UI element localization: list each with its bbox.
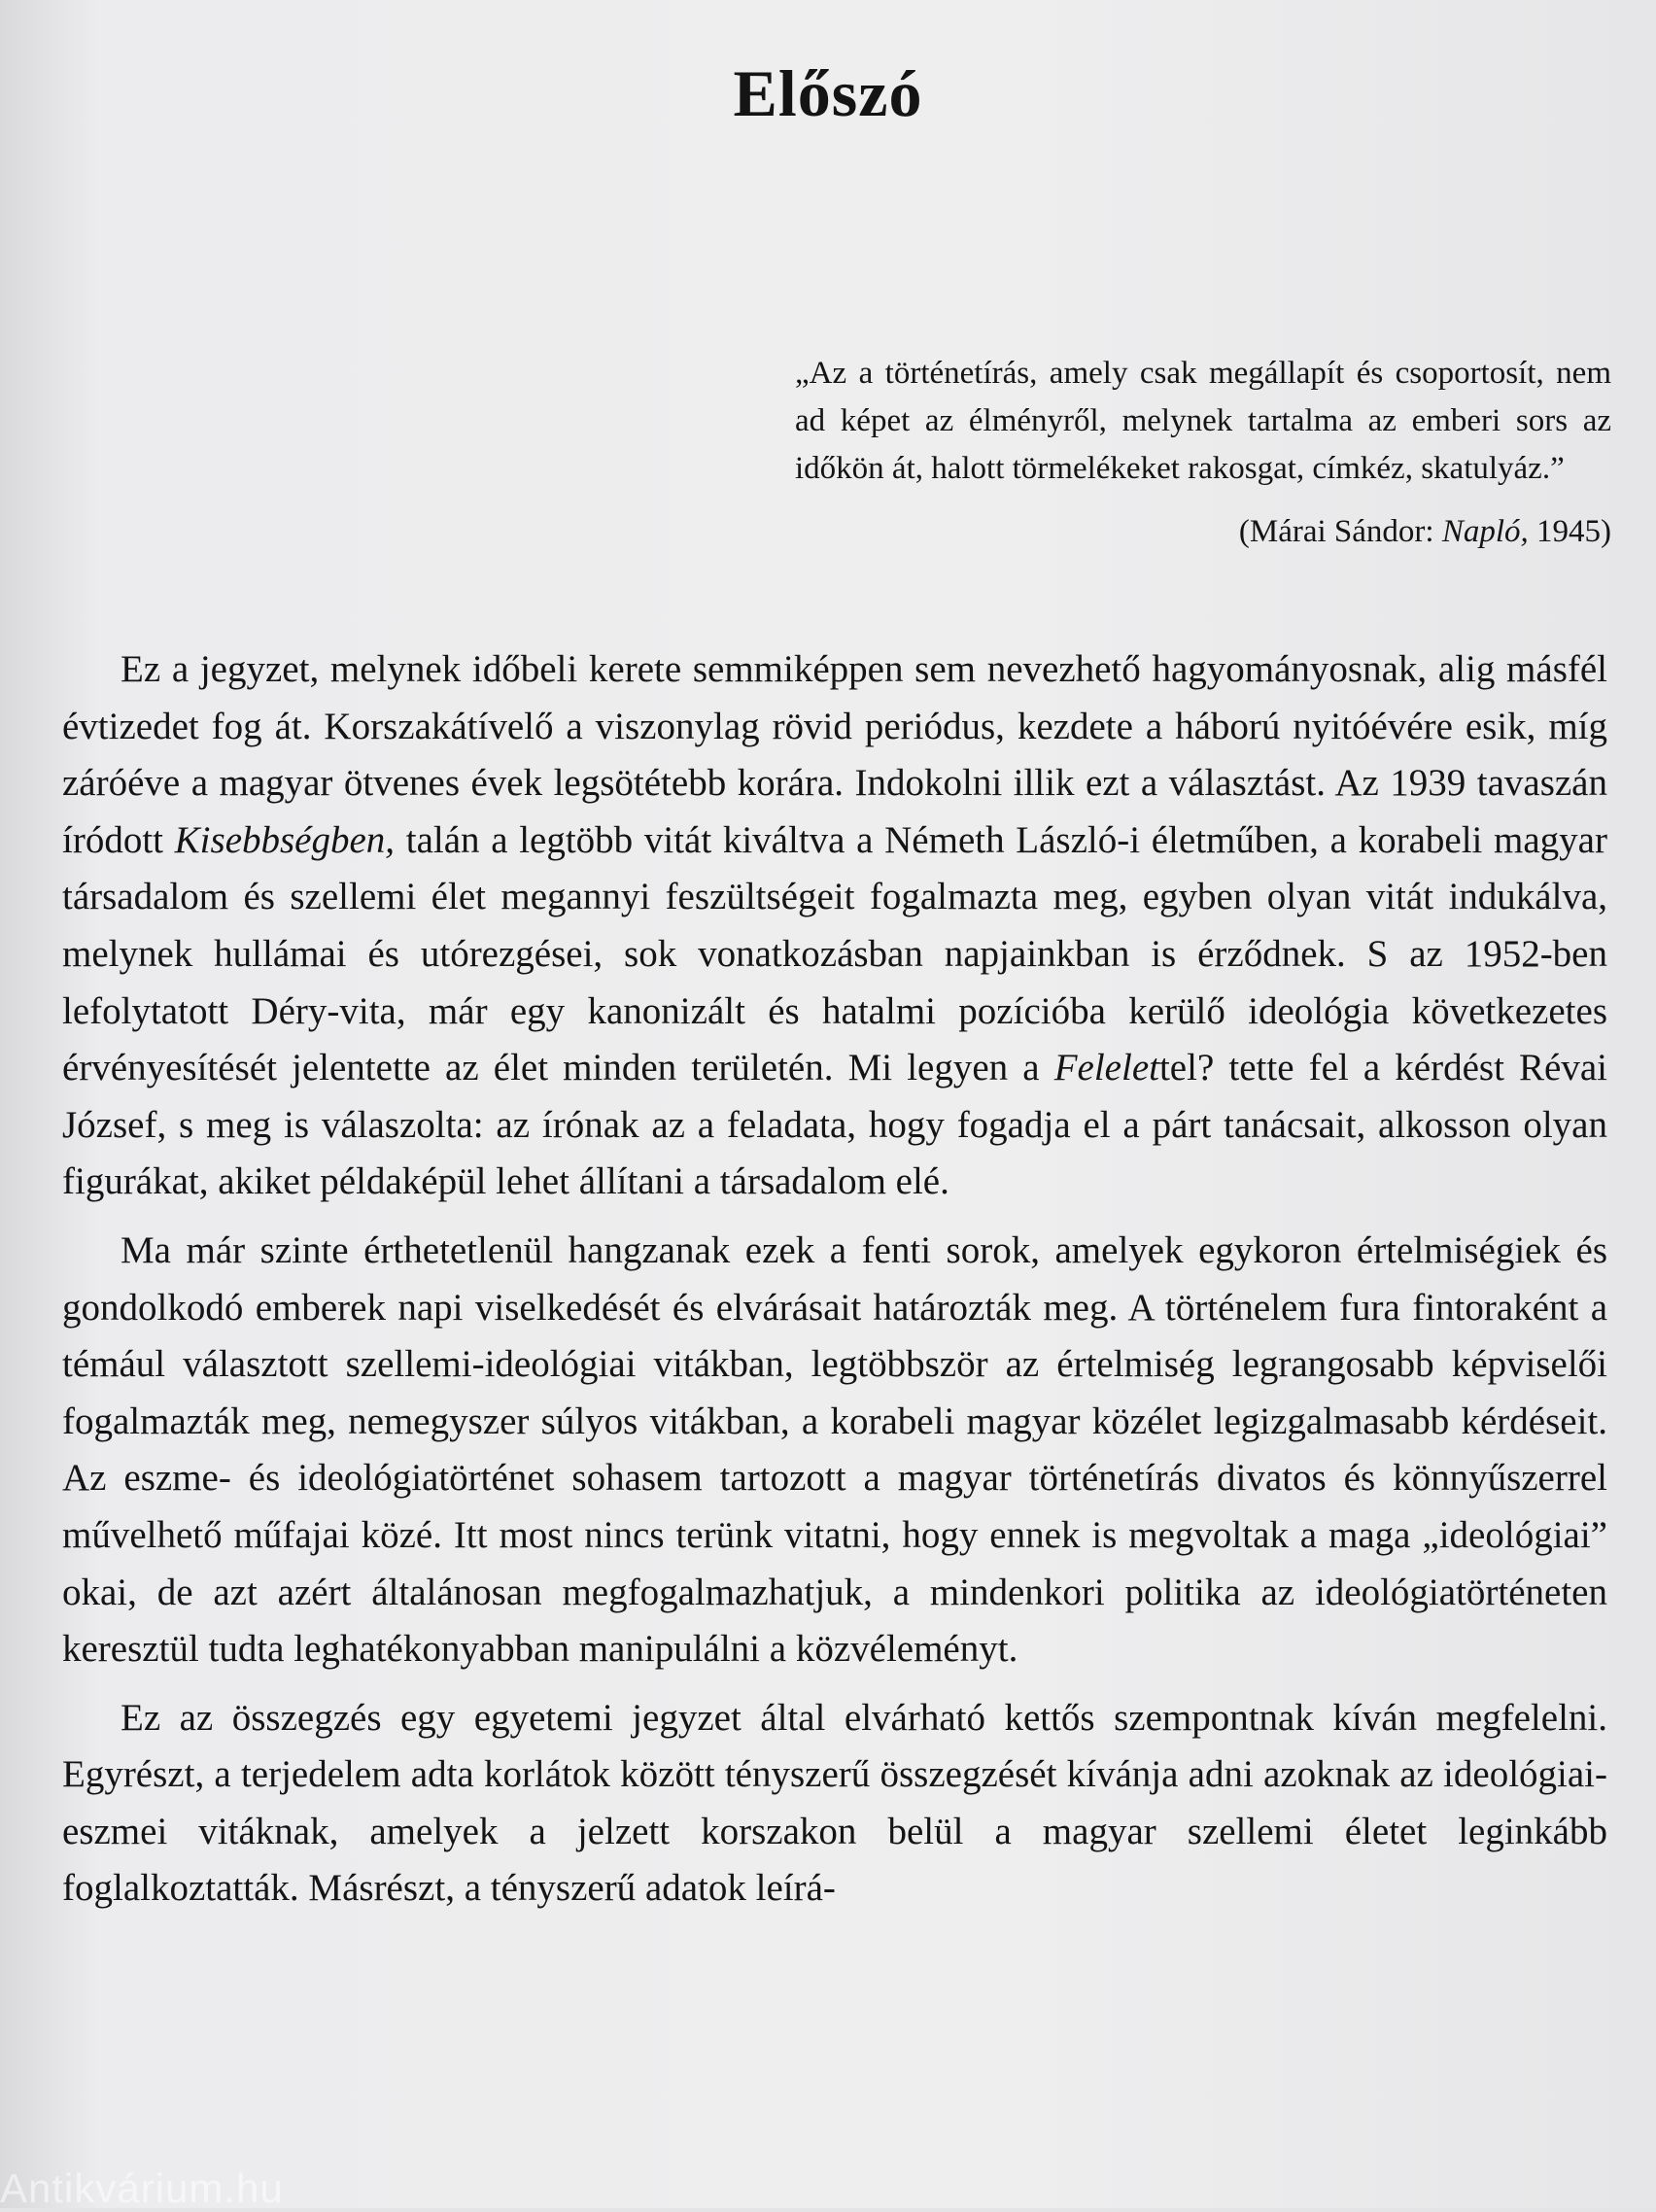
paragraph-1-text-a: Ez a jegyzet, melynek időbeli kerete semmiképpen sem nevezhető hagyományosnak, alig másfél évtizedet fog át. Korszakátívelő a viszonylag rövid periódus, kezdete a háború nyitóévére esik, míg záróéve a magyar ötvenes évek legsötétebb korára. Indokolni illik ezt a választást. Az 1939 tavaszán íródott [62,648,1607,861]
paragraph-1-text-c: tel? tette fel a kérdést Révai József, s meg is válaszolta: az írónak az a feladata, hogy fogadja el a párt tanácsait, alkosson olyan figurákat, akiket példaképül lehet állítani a társadalom elé. [62,1047,1607,1203]
paragraph-1-text-b: talán a legtöbb vitát kiváltva a Németh László-i életműben, a korabeli magyar társadalom és szellemi élet megannyi feszültségeit fogalmazta meg, egyben olyan vitát indukálva, melynek hullámai és utórezgései, sok vonatkozásban napjainkban is érződnek. S az 1952-ben lefolytatott Déry-vita, már egy kanonizált és hatalmi pozícióba kerülő ideológia következetes érvényesítését jelentette az élet minden területén. Mi legyen a [62,818,1607,1089]
citation-author: (Márai Sándor: [1238,514,1442,549]
book-title-kisebbsegben: Kisebbségben, [174,818,396,861]
watermark: Antikvárium.hu [0,2165,284,2211]
body-text [62,641,1607,1929]
epigraph-citation [795,508,1611,556]
citation-work: Napló, [1441,514,1529,549]
citation-year: 1945) [1528,514,1611,549]
book-title-felelet: Felelet [1053,1047,1159,1089]
paragraph-3: Ez az összegzés egy egyetemi jegyzet által elvárható kettős szempontnak kíván megfelelni. Egyrészt, a terjedelem adta korlátok között tényszerű összegzését kívánja adni azoknak az ideológiai-eszmei vitáknak, amelyek a jelzett korszakon belül a magyar szellemi életet leginkább foglalkoztatták. Másrészt, a tényszerű adatok leírá- [62,1696,1607,1910]
page-title: Előszó [733,55,923,130]
paragraph-2: Ma már szinte érthetetlenül hangzanak ezek a fenti sorok, amelyek egykoron értelmiségiek és gondolkodó emberek napi viselkedését és elvárásait határozták meg. A történelem fura fintoraként a témául választott szellemi-ideológiai vitákban, legtöbbször az értelmiség legrangosabb képviselői fogalmazták meg, nemegyszer súlyos vitákban, a korabeli magyar közélet legizgalmasabb kérdéseit. Az eszme- és ideológiatörténet sohasem tartozott a magyar történetírás divatos és könnyűszerrel művelhető műfajai közé. Itt most nincs terünk vitatni, hogy ennek is megvoltak a maga „ideológiai” okai, de azt azért általánosan megfogalmazhatjuk, a mindenkori politika az ideológiatörténeten keresztül tudta leghatékonyabban manipulálni a közvéleményt. [62,1228,1607,1671]
epigraph [795,350,1611,556]
epigraph-quote: „Az a történetírás, amely csak megállapít és csoportosít, nem ad képet az élményről, melynek tartalma az emberi sors az időkön át, halott törmelékeket rakosgat, címkéz, skatulyáz.” [795,356,1611,486]
paragraph-1 [62,641,1607,1211]
